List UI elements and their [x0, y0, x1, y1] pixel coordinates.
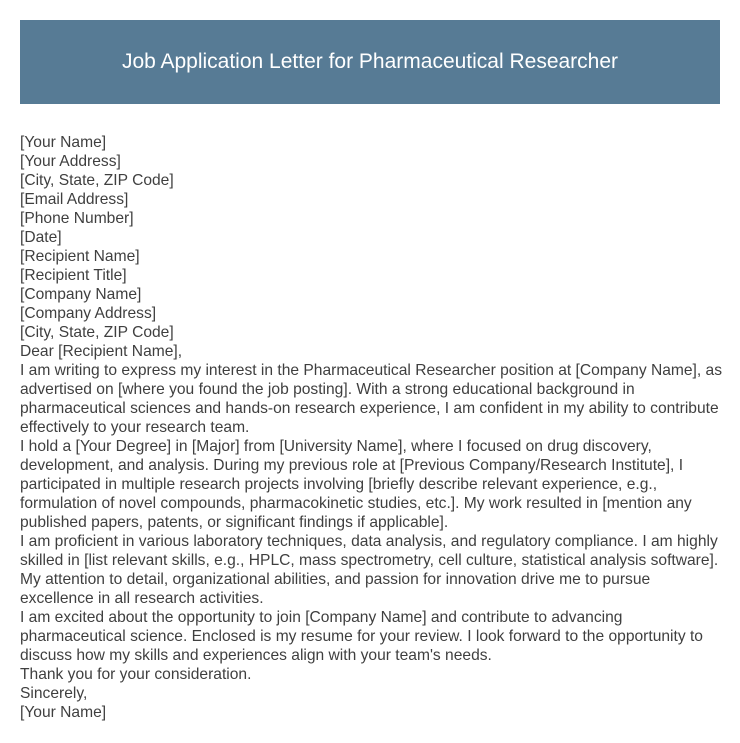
closing: Sincerely, [20, 685, 88, 702]
sender-phone: [Phone Number] [20, 210, 134, 227]
paragraph-education: I hold a [Your Degree] in [Major] from [University Name], where I focused on drug discovery, development, and analysis. During my previous role at [Previous Company/Research Institute], I participated in multiple research projects involving [briefly describe relevant experience, e.g., formulation of novel compounds, pharmacokinetic studies, etc.]. My work resulted in [mention any published papers, patents, or significant findings if applicable]. [20, 438, 692, 531]
sender-address: [Your Address] [20, 153, 121, 170]
signature: [Your Name] [20, 704, 107, 721]
letter-body [20, 133, 725, 722]
letter-date: [Date] [20, 229, 62, 246]
recipient-company: [Company Name] [20, 286, 142, 303]
paragraph-interest: I am excited about the opportunity to join [Company Name] and contribute to advancing pharmaceutical science. Enclosed is my resume for your review. I look forward to the opportunity to discuss how my skills and experiences align with your team's needs. [20, 609, 703, 664]
recipient-company-address: [Company Address] [20, 305, 157, 322]
paragraph-skills: I am proficient in various laboratory techniques, data analysis, and regulatory compliance. I am highly skilled in [list relevant skills, e.g., HPLC, mass spectrometry, cell culture, statistical analysis software]. My attention to detail, organizational abilities, and passion for innovation drive me to pursue excellence in all research activities. [20, 533, 719, 607]
recipient-title: [Recipient Title] [20, 267, 127, 284]
page-title: Job Application Letter for Pharmaceutical Researcher [121, 50, 619, 73]
paragraph-thanks: Thank you for your consideration. [20, 666, 252, 683]
paragraph-intro: I am writing to express my interest in the Pharmaceutical Researcher position at [Company Name], as advertised on [where you found the job posting]. With a strong educational background in pharmaceutical sciences and hands-on research experience, I am confident in my ability to contribute effectively to your research team. [20, 362, 723, 436]
recipient-name: [Recipient Name] [20, 248, 140, 265]
recipient-city-state-zip: [City, State, ZIP Code] [20, 324, 174, 341]
sender-city-state-zip: [City, State, ZIP Code] [20, 172, 174, 189]
salutation: Dear [Recipient Name], [20, 343, 183, 360]
page-header [20, 20, 720, 104]
sender-name: [Your Name] [20, 134, 107, 151]
sender-email: [Email Address] [20, 191, 129, 208]
